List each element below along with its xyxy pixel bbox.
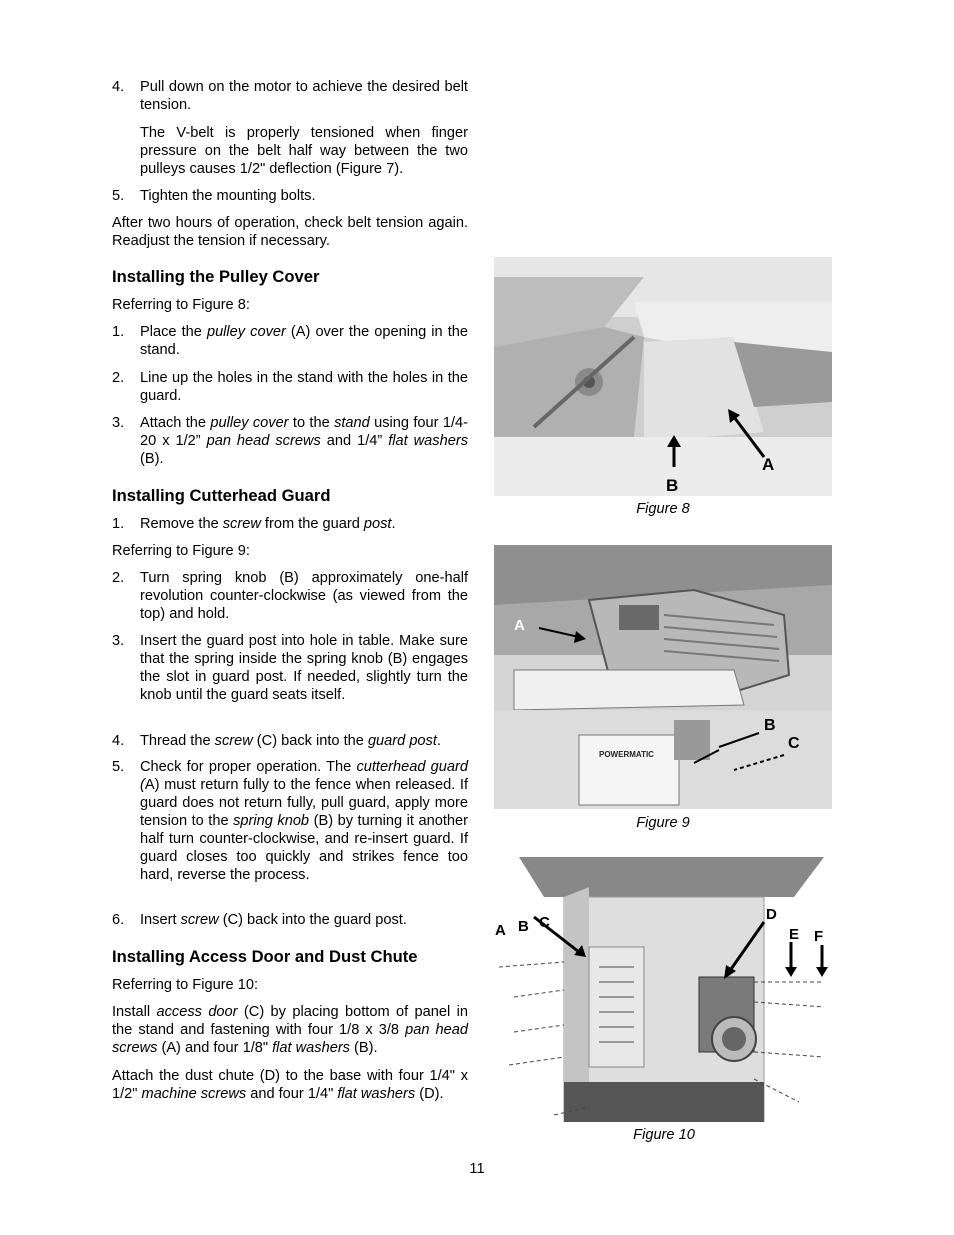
figure-10-caption: Figure 10 xyxy=(633,1127,695,1143)
figure-8-photo xyxy=(494,257,832,496)
list-number: 2. xyxy=(112,370,125,386)
fig10-label-d: D xyxy=(766,906,777,923)
figure-8-illustration xyxy=(494,257,832,496)
list-text: Insert screw (C) back into the guard post. xyxy=(140,912,407,928)
list-number: 1. xyxy=(112,324,125,340)
pulley-ref xyxy=(112,296,468,314)
belt-after-paragraph xyxy=(112,214,468,250)
reference-text: Referring to Figure 9: xyxy=(112,543,250,559)
belt-step-5 xyxy=(112,187,468,205)
heading-pulley-cover: Installing the Pulley Cover xyxy=(112,267,320,286)
fig10-label-a: A xyxy=(495,922,506,939)
guard-step-3 xyxy=(112,632,468,704)
belt-step-4-note xyxy=(112,124,468,178)
figure-8-caption: Figure 8 xyxy=(636,501,690,517)
list-text: Remove the screw from the guard post. xyxy=(140,516,396,532)
fig9-label-c: C xyxy=(788,735,800,752)
access-paragraph-2 xyxy=(112,1067,468,1103)
figure-9-illustration xyxy=(494,545,832,809)
paragraph-text: Attach the dust chute (D) to the base with four 1/4" x 1/2" machine screws and four 1/4" flat washers (D). xyxy=(112,1068,468,1102)
fig8-label-b: B xyxy=(666,476,679,495)
paragraph-text: After two hours of operation, check belt tension again. Readjust the tension if necessary. xyxy=(112,215,468,249)
list-text: Tighten the mounting bolts. xyxy=(140,188,316,204)
list-text: Line up the holes in the stand with the holes in the guard. xyxy=(140,370,468,404)
page-number: 11 xyxy=(469,1161,485,1177)
list-text: Thread the screw (C) back into the guard post. xyxy=(140,733,441,749)
fig9-brand: POWERMATIC xyxy=(599,750,654,759)
list-text: Place the pulley cover (A) over the opening in the stand. xyxy=(140,324,469,358)
fig8-label-a: A xyxy=(762,455,775,474)
list-number: 1. xyxy=(112,516,125,532)
heading-cutterhead-guard: Installing Cutterhead Guard xyxy=(112,486,331,505)
pulley-step-3 xyxy=(112,414,468,468)
fig10-label-b: B xyxy=(518,918,529,935)
fig10-label-f: F xyxy=(814,928,824,945)
heading-access-door: Installing Access Door and Dust Chute xyxy=(112,947,418,966)
list-number: 3. xyxy=(112,415,125,431)
guard-step-1 xyxy=(112,515,468,533)
figure-10-photo xyxy=(494,857,834,1122)
guard-step-5 xyxy=(112,758,468,884)
access-paragraph-1 xyxy=(112,1003,468,1057)
guard-step-2 xyxy=(112,569,468,623)
guard-step-4 xyxy=(112,732,468,750)
paragraph-text: Install access door (C) by placing bottom of panel in the stand and fastening with four 1/8 x 3/8 pan head screws (A) and four 1/8" flat washers (B). xyxy=(112,1004,469,1056)
list-text: Check for proper operation. The cutterhead guard (A) must return fully to the fence when released. If guard does not return fully, pull guard, apply more tension to the spring knob (B) by turning it another half turn counter-clockwise, and re-insert guard. If guard closes too quickly and strikes fence too hard, reverse the process. xyxy=(140,759,469,883)
fig9-label-b: B xyxy=(764,717,776,734)
list-number: 4. xyxy=(112,733,125,749)
figure-9-photo xyxy=(494,545,832,809)
fig9-label-a: A xyxy=(514,617,525,634)
list-number: 4. xyxy=(112,79,125,95)
note-text: The V-belt is properly tensioned when finger pressure on the belt half way between the two pulleys causes 1/2" deflection (Figure 7). xyxy=(140,125,468,177)
guard-step-6 xyxy=(112,911,468,929)
list-text: Pull down on the motor to achieve the desired belt tension. xyxy=(140,79,468,113)
reference-text: Referring to Figure 8: xyxy=(112,297,250,313)
list-text: Insert the guard post into hole in table. Make sure that the spring inside the spring knob (B) engages the slot in guard post. If needed, slightly turn the knob until the guard seats itself. xyxy=(140,633,468,703)
pulley-step-1 xyxy=(112,323,468,359)
fig10-label-c: C xyxy=(539,914,550,931)
access-ref xyxy=(112,976,468,994)
list-number: 5. xyxy=(112,759,125,775)
belt-step-4 xyxy=(112,78,468,114)
figure-9-caption: Figure 9 xyxy=(636,815,690,831)
list-text: Attach the pulley cover to the stand using four 1/4-20 x 1/2” pan head screws and 1/4” flat washers (B). xyxy=(140,415,468,467)
fig10-label-e: E xyxy=(789,926,800,943)
list-text: Turn spring knob (B) approximately one-half revolution counter-clockwise (as viewed from the top) and hold. xyxy=(140,570,468,622)
pulley-step-2 xyxy=(112,369,468,405)
list-number: 5. xyxy=(112,188,125,204)
list-number: 3. xyxy=(112,633,125,649)
list-number: 2. xyxy=(112,570,125,586)
guard-ref xyxy=(112,542,468,560)
figure-10-illustration xyxy=(494,857,834,1122)
list-number: 6. xyxy=(112,912,125,928)
reference-text: Referring to Figure 10: xyxy=(112,977,259,993)
